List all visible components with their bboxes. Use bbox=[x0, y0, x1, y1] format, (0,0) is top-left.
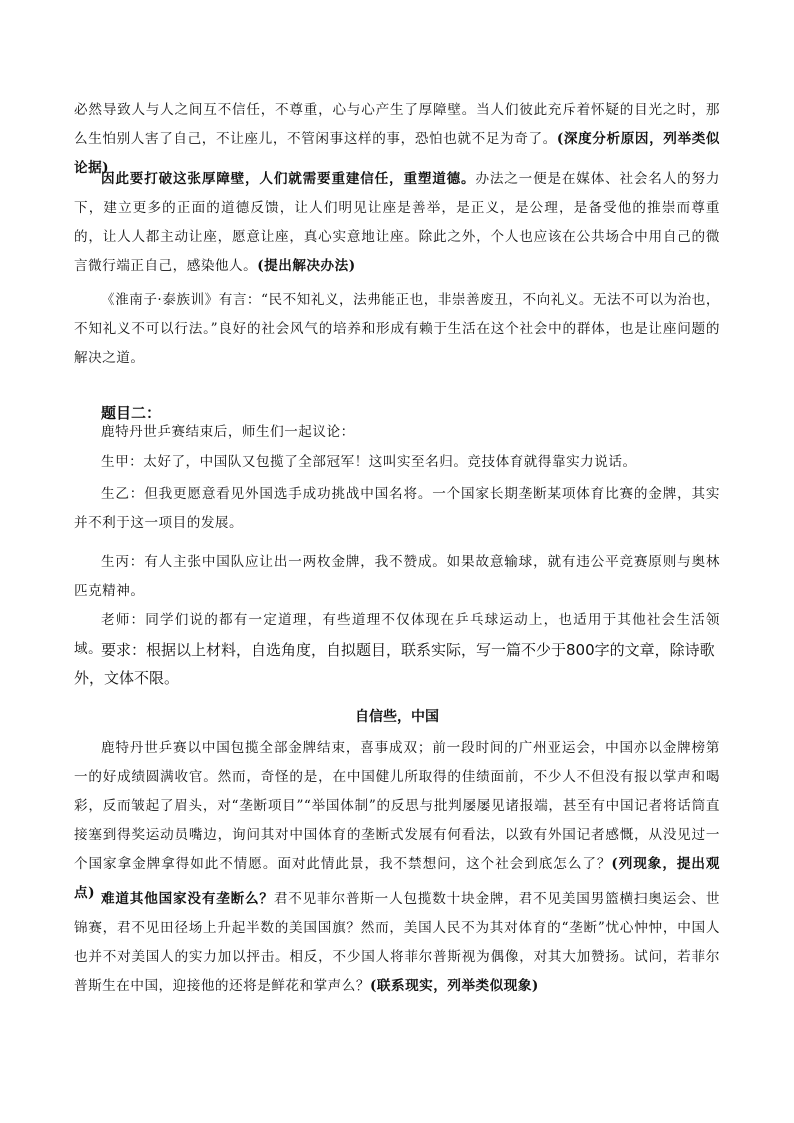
essay-paragraph-intro bbox=[74, 734, 720, 908]
paragraph-text: 《淮南子·泰族训》有言：“民不知礼义，法弗能正也，非崇善废丑，不向礼义。无法不可以为治也，不知礼义不可以行法。”良好的社会风气的培养和形成有赖于生活在这个社会中的群体，也是让座问题的解决之道。 bbox=[74, 292, 720, 366]
material-student-b: 生乙：但我更愿意看见外国选手成功挑战中国名将。一个国家长期垄断某项体育比赛的金牌，其实并不利于这一项目的发展。 bbox=[74, 486, 720, 531]
paragraph-text: 办法之一便是在媒体、社会名人的努力下，建立更多的正面的道德反馈，让人们明见让座是善举，是正义，是公理，是备受他的推崇而尊重的，让人人都主动让座，愿意让座，真心实意地让座。除此之外，个人也应该在公共场合中用自己的微言微行端正自己，感染他人。 bbox=[74, 171, 721, 274]
essay-title: 自信些，中国 bbox=[355, 709, 439, 725]
essay-paragraph-comparison bbox=[74, 885, 720, 1001]
section-heading: 题目二： bbox=[101, 404, 162, 422]
annotation-note: (提出解决办法) bbox=[257, 258, 356, 274]
key-sentence: 因此要打破这张厚障壁，人们就需要重建信任，重塑道德。 bbox=[101, 171, 476, 187]
annotation-note: (联系现实，列举类似现象) bbox=[369, 978, 539, 994]
paragraph-quote-conclusion bbox=[74, 286, 720, 373]
material-teacher: 老师：同学们说的都有一定道理，有些道理不仅体现在乒乓球运动上，也适用于其他社会生活领域。 bbox=[74, 612, 720, 657]
annotation-note: (深度分析原因，列举类似论据) bbox=[74, 131, 721, 176]
writing-requirement: 要求：根据以上材料，自选角度，自拟题目，联系实际，写一篇不少于800字的文章，除诗歌外，文体不限。 bbox=[74, 641, 715, 687]
material-student-c: 生丙：有人主张中国队应让出一两枚金牌，我不赞成。如果故意输球，就有违公平竞赛原则与奥林匹克精神。 bbox=[74, 554, 720, 599]
paragraph-solution bbox=[74, 165, 720, 281]
material-student-a: 生甲：太好了，中国队又包揽了全部冠军！这叫实至名归。竞技体育就得靠实力说话。 bbox=[101, 454, 637, 470]
annotation-note: (列现象，提出观点) bbox=[74, 856, 720, 901]
paragraph-text: 必然导致人与人之间互不信任，不尊重，心与心产生了厚障壁。当人们彼此充斥着怀疑的目光之时，那么生怕别人害了自己，不让座儿，不管闲事这样的事，恐怕也就不足为奇了。 bbox=[74, 102, 720, 147]
paragraph-text: 鹿特丹世乒赛以中国包揽全部金牌结束，喜事成双；前一段时间的广州亚运会，中国亦以金牌榜第一的好成绩圆满收官。然而，奇怪的是，在中国健儿所取得的佳绩面前，不少人不但没有报以掌声和喝彩，反而皱起了眉头，对“垄断项目”“举国体制”的反思与批判屡屡见诸报端，甚至有中国记者将话筒直接塞到得奖运动员嘴边，询问其对中国体育的垄断式发展有何看法，以致有外国记者感慨，从没见过一个国家拿金牌拿得如此不情愿。面对此情此景，我不禁想问，这个社会到底怎么了？ bbox=[74, 740, 720, 872]
material-intro: 鹿特丹世乒赛结束后，师生们一起议论： bbox=[101, 424, 355, 440]
key-sentence: 难道其他国家没有垄断么？ bbox=[101, 891, 274, 907]
paragraph-text: 君不见菲尔普斯一人包揽数十块金牌，君不见美国男篮横扫奥运会、世锦赛，君不见田径场上升起半数的美国国旗？然而，美国人民不为其对体育的“垄断”忧心忡忡，中国人也并不对美国人的实力加以抨击。相反，不少国人将菲尔普斯视为偶像，对其大加赞扬。试问，若菲尔普斯生在中国，迎接他的还将是鲜花和掌声么？ bbox=[74, 891, 721, 994]
